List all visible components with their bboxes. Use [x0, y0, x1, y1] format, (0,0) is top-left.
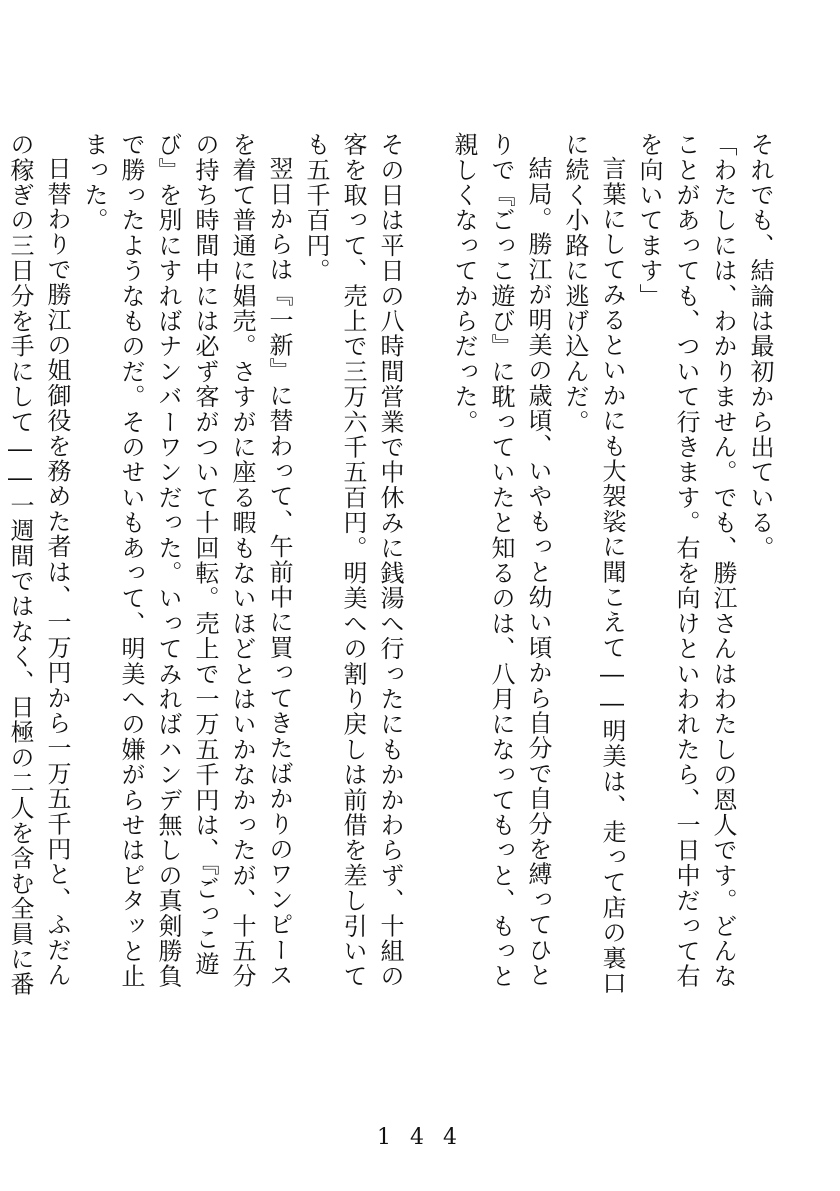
paragraph-7: 日替わりで勝江の姐御役を務めた者は、一万円から一万五千円と、ふだんの稼ぎの三日分を手にして――一週間ではなく、日極の二人を含む全員に番: [6, 132, 71, 997]
section-break: [408, 132, 445, 133]
page-number: 1 4 4: [377, 1125, 463, 1150]
vertical-text-body: [0, 132, 778, 1002]
paragraph-6: 翌日からは『一新』に替わって、午前中に買ってきたばかりのワンピースを着て普通に娼売。さすがに座る暇もないほどとはいかなかったが、十五分の持ち時間中には必ず客がついて十回転。売上で一万五千円は、『ごっこ遊び』を別にすればナンバーワンだった。いってみればハンデ無しの真剣勝負で勝ったようなものだ。そのせいもあって、明美への嫌がらせはピタッと止まった。: [80, 132, 293, 989]
paragraph-3: 言葉にしてみるといかにも大袈裟に聞こえて――明美は、走って店の裏口に続く小路に逃げ込んだ。: [561, 132, 626, 996]
paragraph-5: その日は平日の八時間営業で中休みに銭湯へ行ったにもかかわらず、十組の客を取って、売上で三万六千五百円。明美への割り戻しは前借を差し引いても五千百円。: [302, 132, 404, 989]
paragraph-1: それでも、結論は最初から出ている。: [746, 132, 774, 561]
paragraph-4: 結局。勝江が明美の歳頃、いやもっと幼い頃から自分で自分を縛ってひとりで『ごっこ遊び』に耽っていたと知るのは、八月になってもっと、もっと親しくなってからだった。: [450, 132, 552, 989]
paragraph-2-dialogue: 「わたしには、わかりません。でも、勝江さんはわたしの恩人です。どんなことがあっても、ついて行きます。右を向けといわれたら、一日中だって右を向いてます」: [635, 132, 737, 989]
